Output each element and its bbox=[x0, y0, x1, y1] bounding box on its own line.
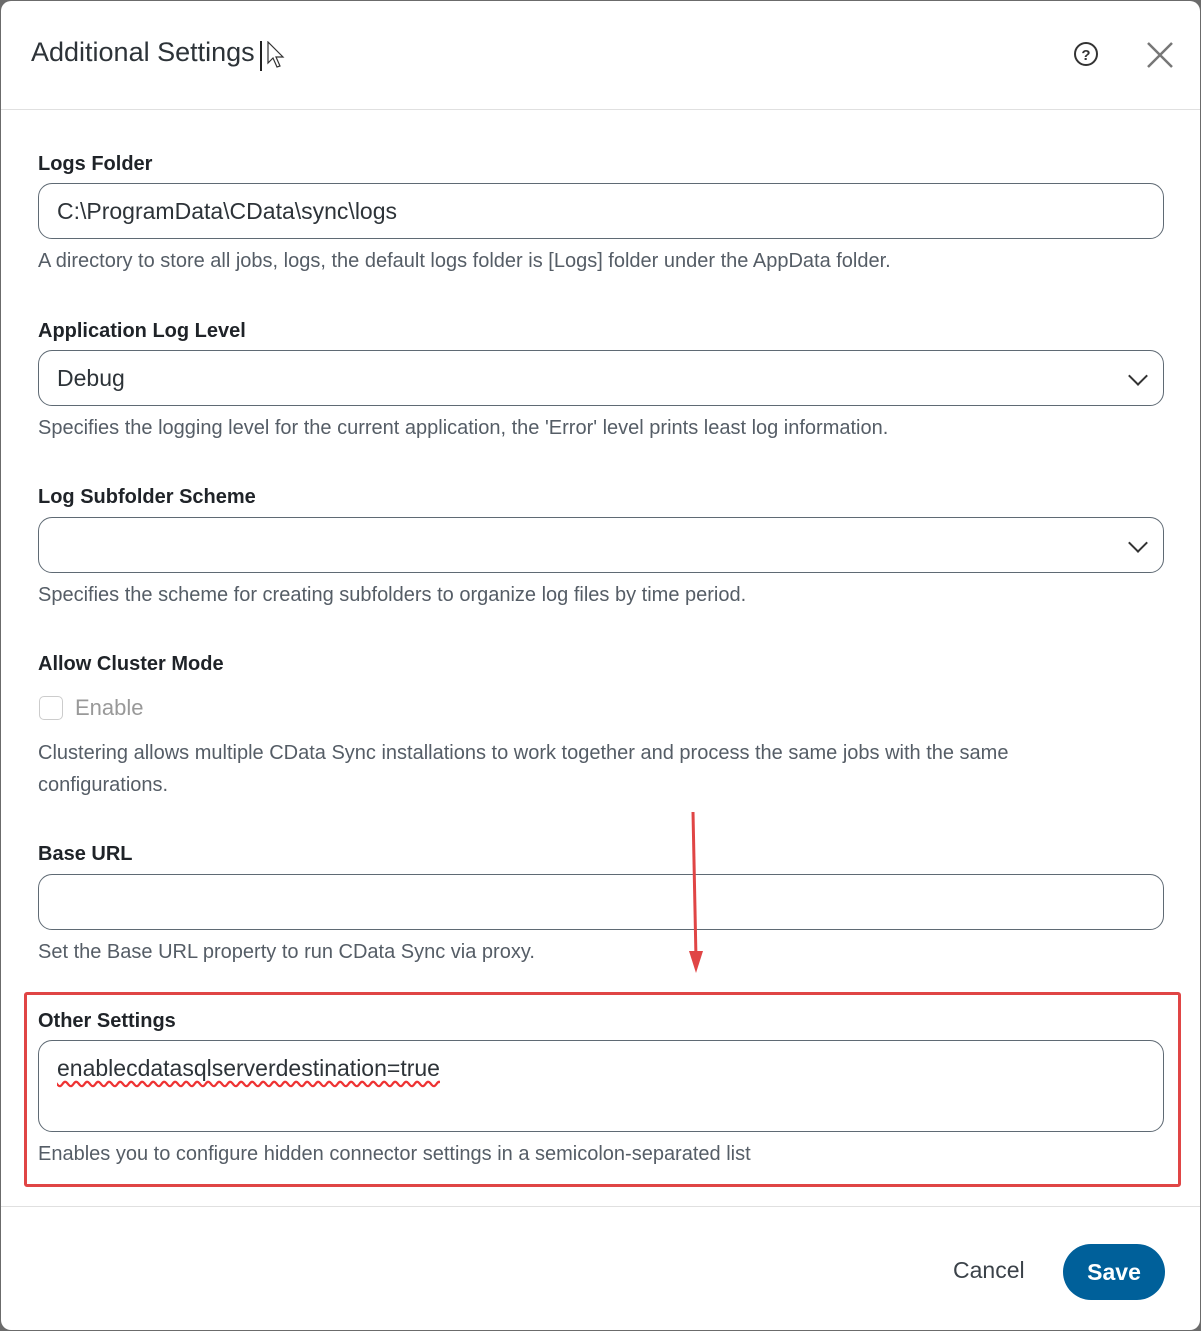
logs-folder-input[interactable] bbox=[38, 183, 1164, 239]
close-icon[interactable] bbox=[1146, 41, 1174, 69]
subfolder-label: Log Subfolder Scheme bbox=[38, 486, 256, 508]
additional-settings-dialog bbox=[1, 1, 1200, 1330]
mouse-pointer-icon bbox=[267, 41, 289, 69]
subfolder-select[interactable] bbox=[38, 517, 1164, 573]
logs-folder-value: C:\ProgramData\CData\sync\logs bbox=[57, 197, 398, 224]
other-settings-textarea[interactable] bbox=[38, 1040, 1164, 1132]
svg-text:?: ? bbox=[1081, 47, 1091, 64]
subfolder-help: Specifies the scheme for creating subfolders to organize log files by time period. bbox=[38, 584, 747, 606]
logs-folder-help: A directory to store all jobs, logs, the default logs folder is [Logs] folder under the AppData folder. bbox=[38, 250, 891, 272]
base-url-help: Set the Base URL property to run CData Sync via proxy. bbox=[38, 941, 535, 963]
log-level-help: Specifies the logging level for the current application, the 'Error' level prints least log information. bbox=[38, 417, 889, 439]
enable-cluster-label: Enable bbox=[75, 695, 144, 720]
logs-folder-label: Logs Folder bbox=[38, 153, 153, 175]
log-level-label: Application Log Level bbox=[38, 320, 246, 342]
annotation-arrow bbox=[681, 809, 711, 979]
log-level-value: Debug bbox=[57, 364, 125, 391]
footer-divider bbox=[1, 1206, 1200, 1207]
help-circle-icon[interactable] bbox=[1073, 41, 1099, 67]
cluster-help: Clustering allows multiple CData Sync installations to work together and process the same jobs with the same configurations. bbox=[38, 742, 1009, 796]
cluster-label: Allow Cluster Mode bbox=[38, 653, 224, 675]
dialog-title: Additional Settings bbox=[31, 37, 255, 67]
text-cursor bbox=[260, 41, 262, 71]
other-settings-help: Enables you to configure hidden connector settings in a semicolon-separated list bbox=[38, 1143, 751, 1165]
base-url-label: Base URL bbox=[38, 843, 133, 865]
log-level-select[interactable] bbox=[38, 350, 1164, 406]
cancel-button[interactable]: Cancel bbox=[953, 1257, 1025, 1283]
base-url-input[interactable] bbox=[38, 874, 1164, 930]
chevron-down-icon bbox=[1128, 533, 1148, 553]
other-settings-value: enablecdatasqlserverdestination=true bbox=[57, 1055, 440, 1081]
other-settings-label: Other Settings bbox=[38, 1010, 176, 1032]
save-button[interactable]: Save bbox=[1063, 1244, 1165, 1300]
enable-cluster-checkbox[interactable] bbox=[39, 696, 63, 720]
header-divider bbox=[1, 109, 1200, 110]
chevron-down-icon bbox=[1128, 366, 1148, 386]
